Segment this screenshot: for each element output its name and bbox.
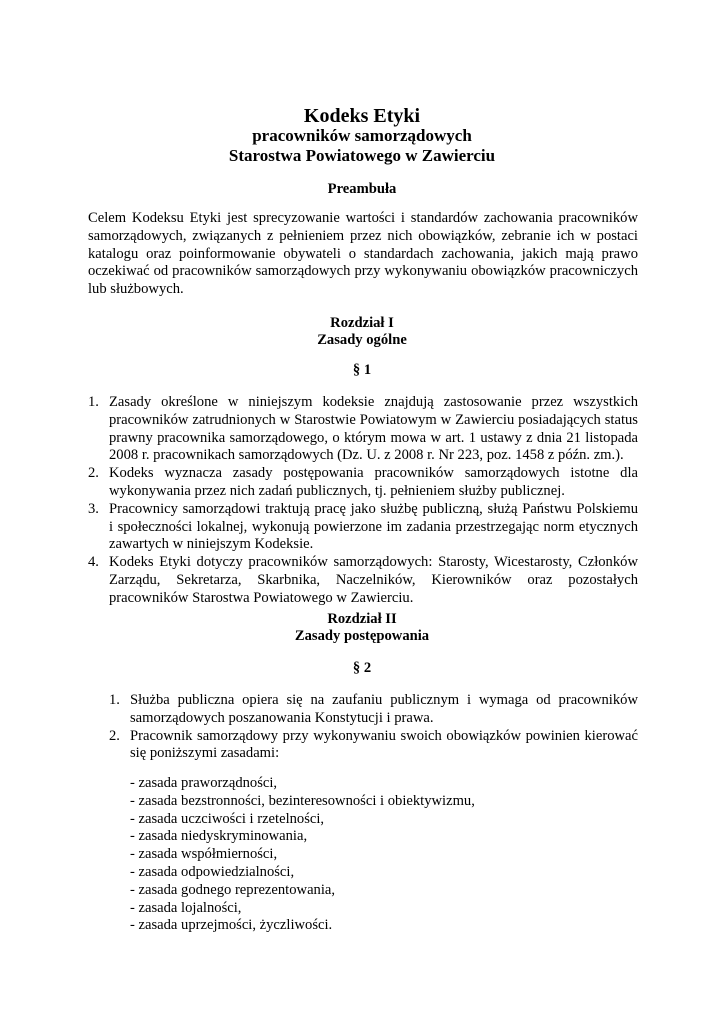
list-item-line: 2008 r. pracownikach samorządowych (Dz. U. z 2008 r. Nr 223, poz. 1458 z późn. zm.). xyxy=(109,447,624,464)
list-item xyxy=(109,692,638,728)
principle-item: - zasada odpowiedzialności, xyxy=(130,863,295,880)
list-item-number: 2. xyxy=(88,465,99,482)
list-item-line: Zarządu, Sekretarza, Skarbnika, Naczelników, Kierowników oraz pozostałych xyxy=(109,571,638,588)
list-item-line: Zasady określone w niniejszym kodeksie znajdują zastosowanie przez wszystkich xyxy=(109,394,638,410)
list-item xyxy=(88,554,638,607)
document-title: Kodeks Etyki xyxy=(303,105,421,127)
document-subtitle-line2: Starostwa Powiatowego w Zawierciu xyxy=(228,146,496,165)
list-item-line: Służba publiczna opiera się na zaufaniu publicznym i wymaga od pracowników xyxy=(130,692,638,708)
chapter1-heading: Rozdział I xyxy=(330,315,394,331)
list-item-number: 3. xyxy=(88,500,99,517)
principle-item: - zasada współmierności, xyxy=(130,846,278,863)
principle-item: - zasada uprzejmości, życzliwości. xyxy=(130,917,333,934)
list-item-line: zawartych w niniejszym Kodeksie. xyxy=(109,536,314,553)
list-item-line: pracowników Starostwa Powiatowego w Zawierciu. xyxy=(109,589,414,606)
document-subtitle-line1: pracowników samorządowych xyxy=(252,126,472,145)
preamble-line: katalogu oraz poinformowanie obywateli o standardach zachowania, jakich mają prawo xyxy=(88,245,638,262)
principle-item: - zasada godnego reprezentowania, xyxy=(130,881,336,898)
list-item-line: samorządowych poszanowania Konstytucji i prawa. xyxy=(130,709,434,726)
chapter1-subheading: Zasady ogólne xyxy=(317,332,407,348)
list-item-number: 1. xyxy=(109,692,120,708)
list-item xyxy=(88,394,638,465)
chapter2-list xyxy=(109,692,638,763)
preamble-heading: Preambuła xyxy=(327,181,397,197)
principle-item: - zasada niedyskryminowania, xyxy=(130,828,308,845)
list-item-number: 2. xyxy=(109,727,120,744)
list-item-number: 4. xyxy=(88,554,99,571)
principle-item: - zasada lojalności, xyxy=(130,899,242,916)
preamble-line: samorządowych, związanych z pełnieniem przez nich obowiązków, zebranie ich w postaci xyxy=(88,227,638,244)
chapter1-list xyxy=(88,394,638,608)
list-item-line: prawny pracownika samorządowego, o którym mowa w art. 1 ustawy z dnia 21 listopada xyxy=(109,429,638,446)
preamble-line: Celem Kodeksu Etyki jest sprecyzowanie wartości i standardów zachowania pracowników xyxy=(88,210,638,226)
list-item-line: wykonywania przez nich zadań publicznych, tj. pełnieniem służby publicznej. xyxy=(109,482,565,499)
principle-item: - zasada uczciwości i rzetelności, xyxy=(130,810,325,827)
list-item-line: pracowników zatrudnionych w Starostwie Powiatowym w Zawierciu posiadających status xyxy=(109,411,638,428)
list-item-line: Kodeks Etyki dotyczy pracowników samorządowych: Starosty, Wicestarosty, Członków xyxy=(109,554,638,571)
principle-item: - zasada bezstronności, bezinteresowności i obiektywizmu, xyxy=(130,792,475,809)
list-item-number: 1. xyxy=(88,394,99,410)
chapter2-subheading: Zasady postępowania xyxy=(294,628,430,644)
chapter1-section-mark: § 1 xyxy=(352,362,372,378)
list-item-line: się poniższymi zasadami: xyxy=(130,745,280,762)
list-item-line: i społeczności lokalnej, wykonują powierzone im zadania przestrzegając norm etycznych xyxy=(109,518,638,535)
list-item-line: Pracownik samorządowy przy wykonywaniu swoich obowiązków powinien kierować xyxy=(130,727,638,744)
chapter2-heading: Rozdział II xyxy=(327,611,397,627)
list-item xyxy=(88,465,638,501)
preamble-line: lub służbowych. xyxy=(88,281,184,298)
list-item xyxy=(109,728,638,764)
preamble-paragraph xyxy=(88,210,638,299)
list-item-line: Pracownicy samorządowi traktują pracę jako służbę publiczną, służą Państwu Polskiemu xyxy=(109,500,638,517)
chapter2-section-mark: § 2 xyxy=(352,660,372,676)
principles-list xyxy=(130,775,475,935)
preamble-line: oczekiwać od pracowników samorządowych przy wykonywaniu obowiązków pracowniczych xyxy=(88,263,638,280)
principle-item: - zasada praworządności, xyxy=(130,775,278,791)
list-item-line: Kodeks wyznacza zasady postępowania pracowników samorządowych istotne dla xyxy=(109,465,638,482)
list-item xyxy=(88,501,638,554)
